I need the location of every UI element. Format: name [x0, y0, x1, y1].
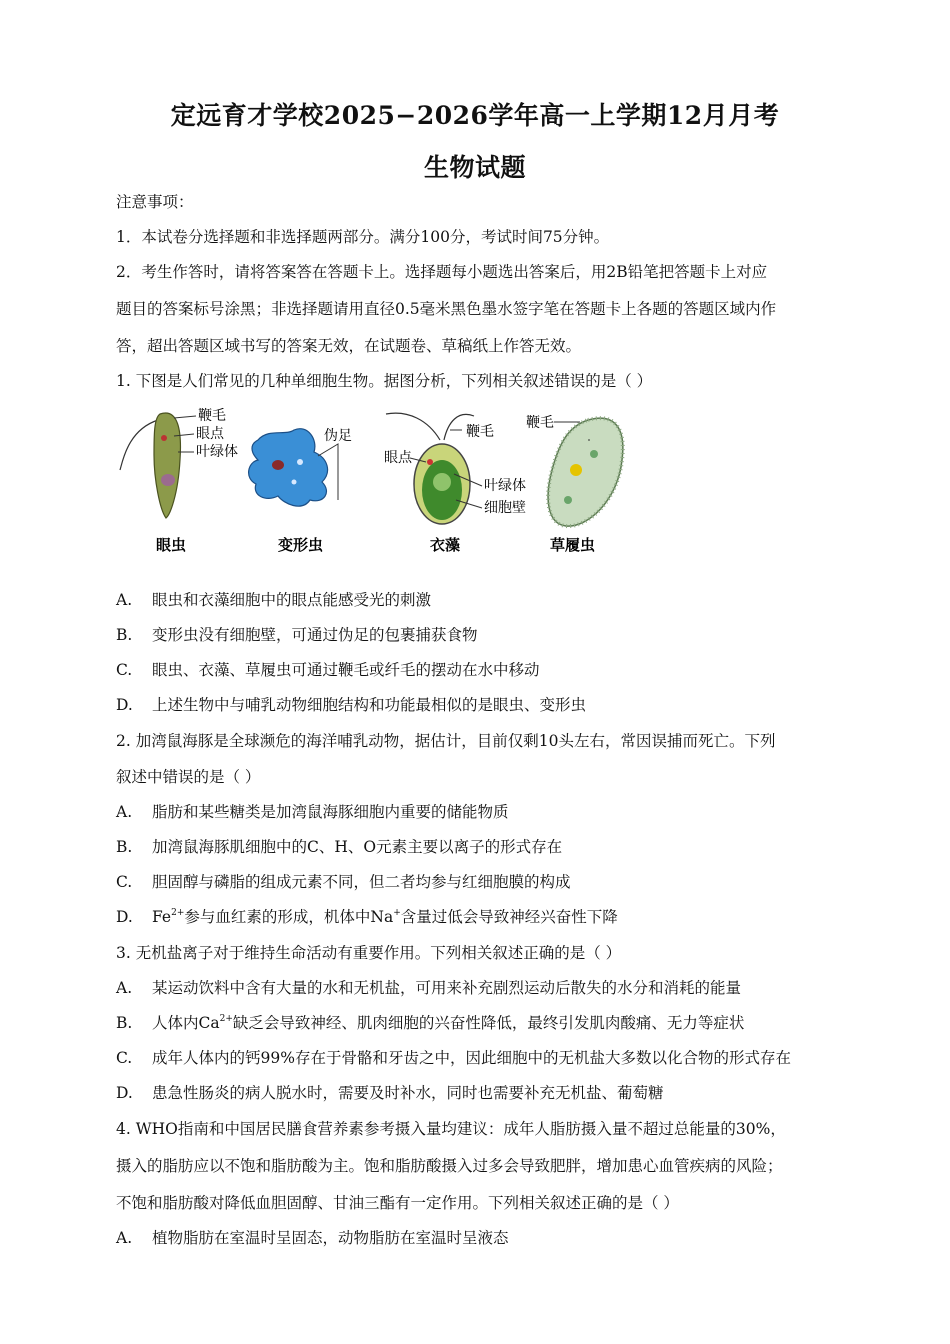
q1-option-a: A. 眼虫和衣藻细胞中的眼点能感受光的刺激 — [116, 591, 432, 609]
notes-heading: 注意事项： — [116, 193, 194, 211]
exam-title: 定远育才学校2025−2026学年高一上学期12月月考 — [170, 101, 780, 130]
q4-stem-line-3: 不饱和脂肪酸对降低血胆固醇、甘油三酯有一定作用。下列相关叙述正确的是（ ） — [116, 1194, 679, 1212]
q4-option-a: A. 植物脂肪在室温时呈固态，动物脂肪在室温时呈液态 — [116, 1229, 509, 1247]
chlamydomonas-label-chloroplast: 叶绿体 — [484, 478, 526, 494]
amoeba-label-pseudopod: 伪足 — [324, 428, 352, 444]
q2-option-d: D. $Fe^{2+}$参与血红素的形成，机体中Na+含量过低会导致神经兴奋性下降 — [116, 908, 618, 926]
amoeba-name: 变形虫 — [278, 536, 324, 554]
euglena-label-chloroplast: 叶绿体 — [196, 444, 238, 460]
q3-stem: 3. 无机盐离子对于维持生命活动有重要作用。下列相关叙述正确的是（ ） — [116, 944, 622, 962]
paramecium-name: 草履虫 — [550, 536, 596, 554]
euglena-label-eyespot: 眼点 — [196, 426, 224, 442]
chlamydomonas-label-eyespot: 眼点 — [384, 450, 412, 466]
exam-subtitle: 生物试题 — [423, 153, 526, 182]
chlamydomonas-label-cell-wall: 细胞壁 — [484, 500, 526, 516]
q3-option-c: C. 成年人体内的钙99%存在于骨骼和牙齿之中，因此细胞中的无机盐大多数以化合物的形式存在 — [116, 1049, 791, 1067]
q2-option-b: B. 加湾鼠海豚肌细胞中的C、H、O元素主要以离子的形式存在 — [116, 838, 563, 856]
q4-stem-line-2: 摄入的脂肪应以不饱和脂肪酸为主。饱和脂肪酸摄入过多会导致肥胖，增加患心血管疾病的风险； — [116, 1157, 783, 1175]
q3-option-b: B. 人体内$Ca^{2+}$缺乏会导致神经、肌肉细胞的兴奋性降低，最终引发肌肉酸痛、无力等症状 — [116, 1014, 745, 1032]
paramecium-label-flagellum: 鞭毛 — [526, 415, 554, 431]
q1-stem: 1. 下图是人们常见的几种单细胞生物。据图分析，下列相关叙述错误的是（ ） — [116, 372, 653, 390]
notes-item-2-line-1: 2．考生作答时，请将答案答在答题卡上。选择题每小题选出答案后，用2B铅笔把答题卡上对应 — [116, 263, 768, 281]
notes-item-2-line-3: 答，超出答题区域书写的答案无效，在试题卷、草稿纸上作答无效。 — [116, 337, 582, 355]
q4-stem-line-1: 4. WHO指南和中国居民膳食营养素参考摄入量均建议：成年人脂肪摄入量不超过总能量的30%， — [116, 1120, 786, 1138]
chlamydomonas-illustration — [384, 413, 526, 524]
amoeba-illustration — [249, 428, 352, 506]
q3-option-d: D. 患急性肠炎的病人脱水时，需要及时补水，同时也需要补充无机盐、葡萄糖 — [116, 1084, 664, 1102]
euglena-illustration — [120, 407, 238, 518]
q1-option-b: B. 变形虫没有细胞壁，可通过伪足的包裹捕获食物 — [116, 626, 478, 644]
notes-item-2-line-2: 题目的答案标号涂黑；非选择题请用直径0.5毫米黑色墨水签字笔在答题卡上各题的答题区域内作 — [116, 300, 777, 318]
chlamydomonas-label-flagellum: 鞭毛 — [466, 424, 494, 440]
paramecium-illustration — [526, 414, 623, 526]
q2-stem-line-2: 叙述中错误的是（ ） — [116, 768, 261, 786]
chlamydomonas-name: 衣藻 — [430, 536, 461, 554]
q3-option-a: A. 某运动饮料中含有大量的水和无机盐，可用来补充剧烈运动后散失的水分和消耗的能量 — [116, 979, 742, 997]
q1-figure — [118, 400, 638, 565]
notes-item-1: 1．本试卷分选择题和非选择题两部分。满分100分，考试时间75分钟。 — [116, 228, 610, 246]
q1-option-c: C. 眼虫、衣藻、草履虫可通过鞭毛或纤毛的摆动在水中移动 — [116, 661, 540, 679]
q1-option-d: D. 上述生物中与哺乳动物细胞结构和功能最相似的是眼虫、变形虫 — [116, 696, 587, 714]
euglena-label-flagellum: 鞭毛 — [198, 408, 226, 424]
q2-option-a: A. 脂肪和某些糖类是加湾鼠海豚细胞内重要的储能物质 — [116, 803, 509, 821]
q2-stem-line-1: 2. 加湾鼠海豚是全球濒危的海洋哺乳动物，据估计，目前仅剩10头左右，常因误捕而死亡。下列 — [116, 732, 776, 750]
euglena-name: 眼虫 — [156, 536, 187, 554]
q2-option-c: C. 胆固醇与磷脂的组成元素不同，但二者均参与红细胞膜的构成 — [116, 873, 571, 891]
